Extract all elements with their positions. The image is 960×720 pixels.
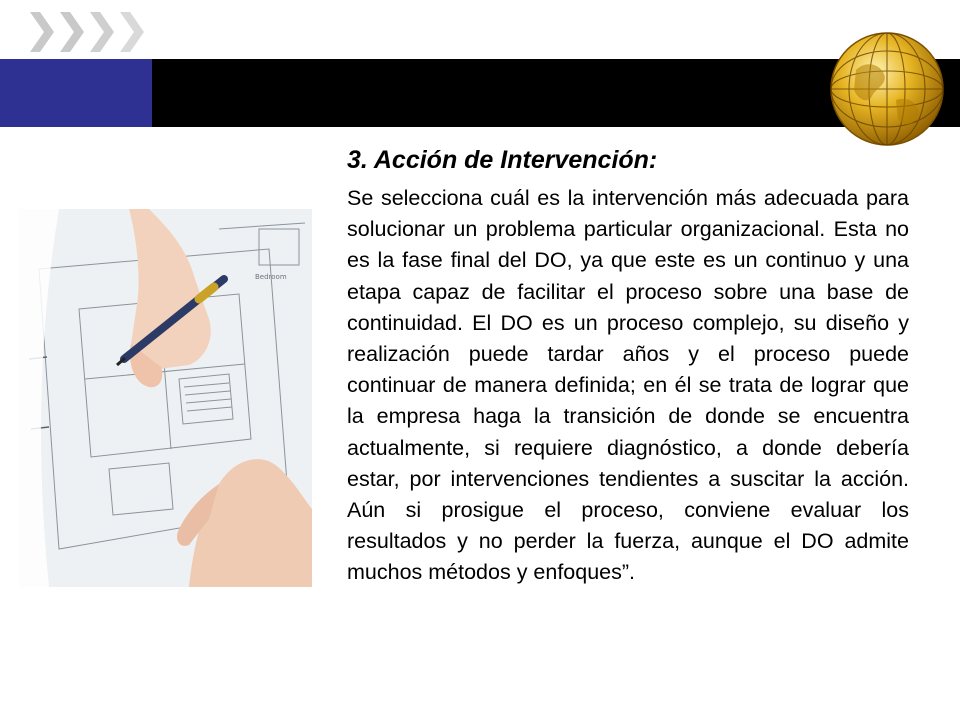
photo-label: Bedroom bbox=[255, 273, 287, 281]
slide-title: 3. Acción de Intervención: bbox=[347, 146, 658, 174]
header-band-blue bbox=[0, 59, 152, 127]
chevron-right-icon bbox=[60, 12, 84, 52]
slide-body-text: Se selecciona cuál es la intervención más adecuada para solucionar un problema particular organizacional. Esta no es la fase final del DO, ya que este es un continuo y una etapa capaz de facilitar el proceso sobre una base de continuidad. El DO es un proceso complejo, su diseño y realización puede tardar años y el proceso puede continuar de manera definida; en él se trata de lograr que la empresa haga la transición de donde se encuentra actualmente, si requiere diagnóstico, a donde debería estar, por intervenciones tendientes a suscitar la acción. Aún si prosigue el proceso, conviene evaluar los resultados y no perder la fuerza, aunque el DO admite muchos métodos y enfoques”. bbox=[347, 186, 909, 585]
blueprint-photo bbox=[19, 209, 312, 587]
chevron-arrows-icon bbox=[30, 10, 160, 54]
chevron-right-icon bbox=[90, 12, 114, 52]
globe-icon bbox=[828, 30, 946, 148]
chevron-right-icon bbox=[120, 12, 144, 52]
chevron-right-icon bbox=[30, 12, 54, 52]
blueprint-illustration bbox=[19, 209, 312, 587]
